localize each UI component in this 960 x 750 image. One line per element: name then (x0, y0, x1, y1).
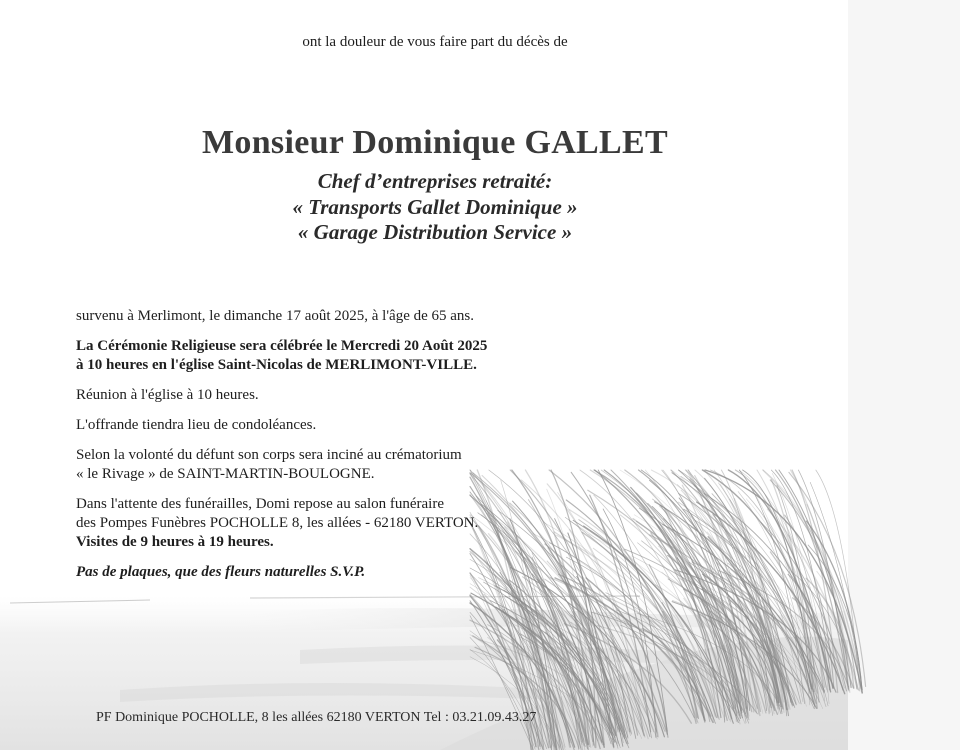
repose-line: des Pompes Funèbres POCHOLLE 8, les allées - 62180 VERTON. (76, 515, 479, 531)
meeting-info: Réunion à l'église à 10 heures. (76, 387, 259, 403)
company-line: « Garage Distribution Service » (297, 220, 573, 244)
company-line: « Transports Gallet Dominique » (292, 195, 578, 219)
cremation-line: « le Rivage » de SAINT-MARTIN-BOULOGNE. (76, 466, 375, 482)
repose-line: Dans l'attente des funérailles, Domi repose au salon funéraire (76, 496, 444, 512)
funeral-home-footer: PF Dominique POCHOLLE, 8 les allées 62180 VERTON Tel : 03.21.09.43.27 (96, 710, 537, 725)
offering-info: L'offrande tiendra lieu de condoléances. (76, 417, 317, 433)
visiting-hours: Visites de 9 heures à 19 heures. (76, 534, 274, 550)
notice-body (76, 307, 487, 582)
intro-text: ont la douleur de vous faire part du décès de (302, 34, 568, 50)
death-statement: survenu à Merlimont, le dimanche 17 août 2025, à l'âge de 65 ans. (76, 308, 475, 324)
ceremony-line: à 10 heures en l'église Saint-Nicolas de MERLIMONT-VILLE. (76, 357, 477, 373)
ceremony-line: La Cérémonie Religieuse sera célébrée le Mercredi 20 Août 2025 (76, 338, 488, 354)
deceased-name: Monsieur Dominique GALLET (202, 124, 668, 161)
flowers-request: Pas de plaques, que des fleurs naturelles S.V.P. (76, 564, 366, 580)
occupation-line: Chef d’entreprises retraité: (317, 169, 553, 193)
cremation-line: Selon la volonté du défunt son corps sera inciné au crématorium (76, 447, 462, 463)
